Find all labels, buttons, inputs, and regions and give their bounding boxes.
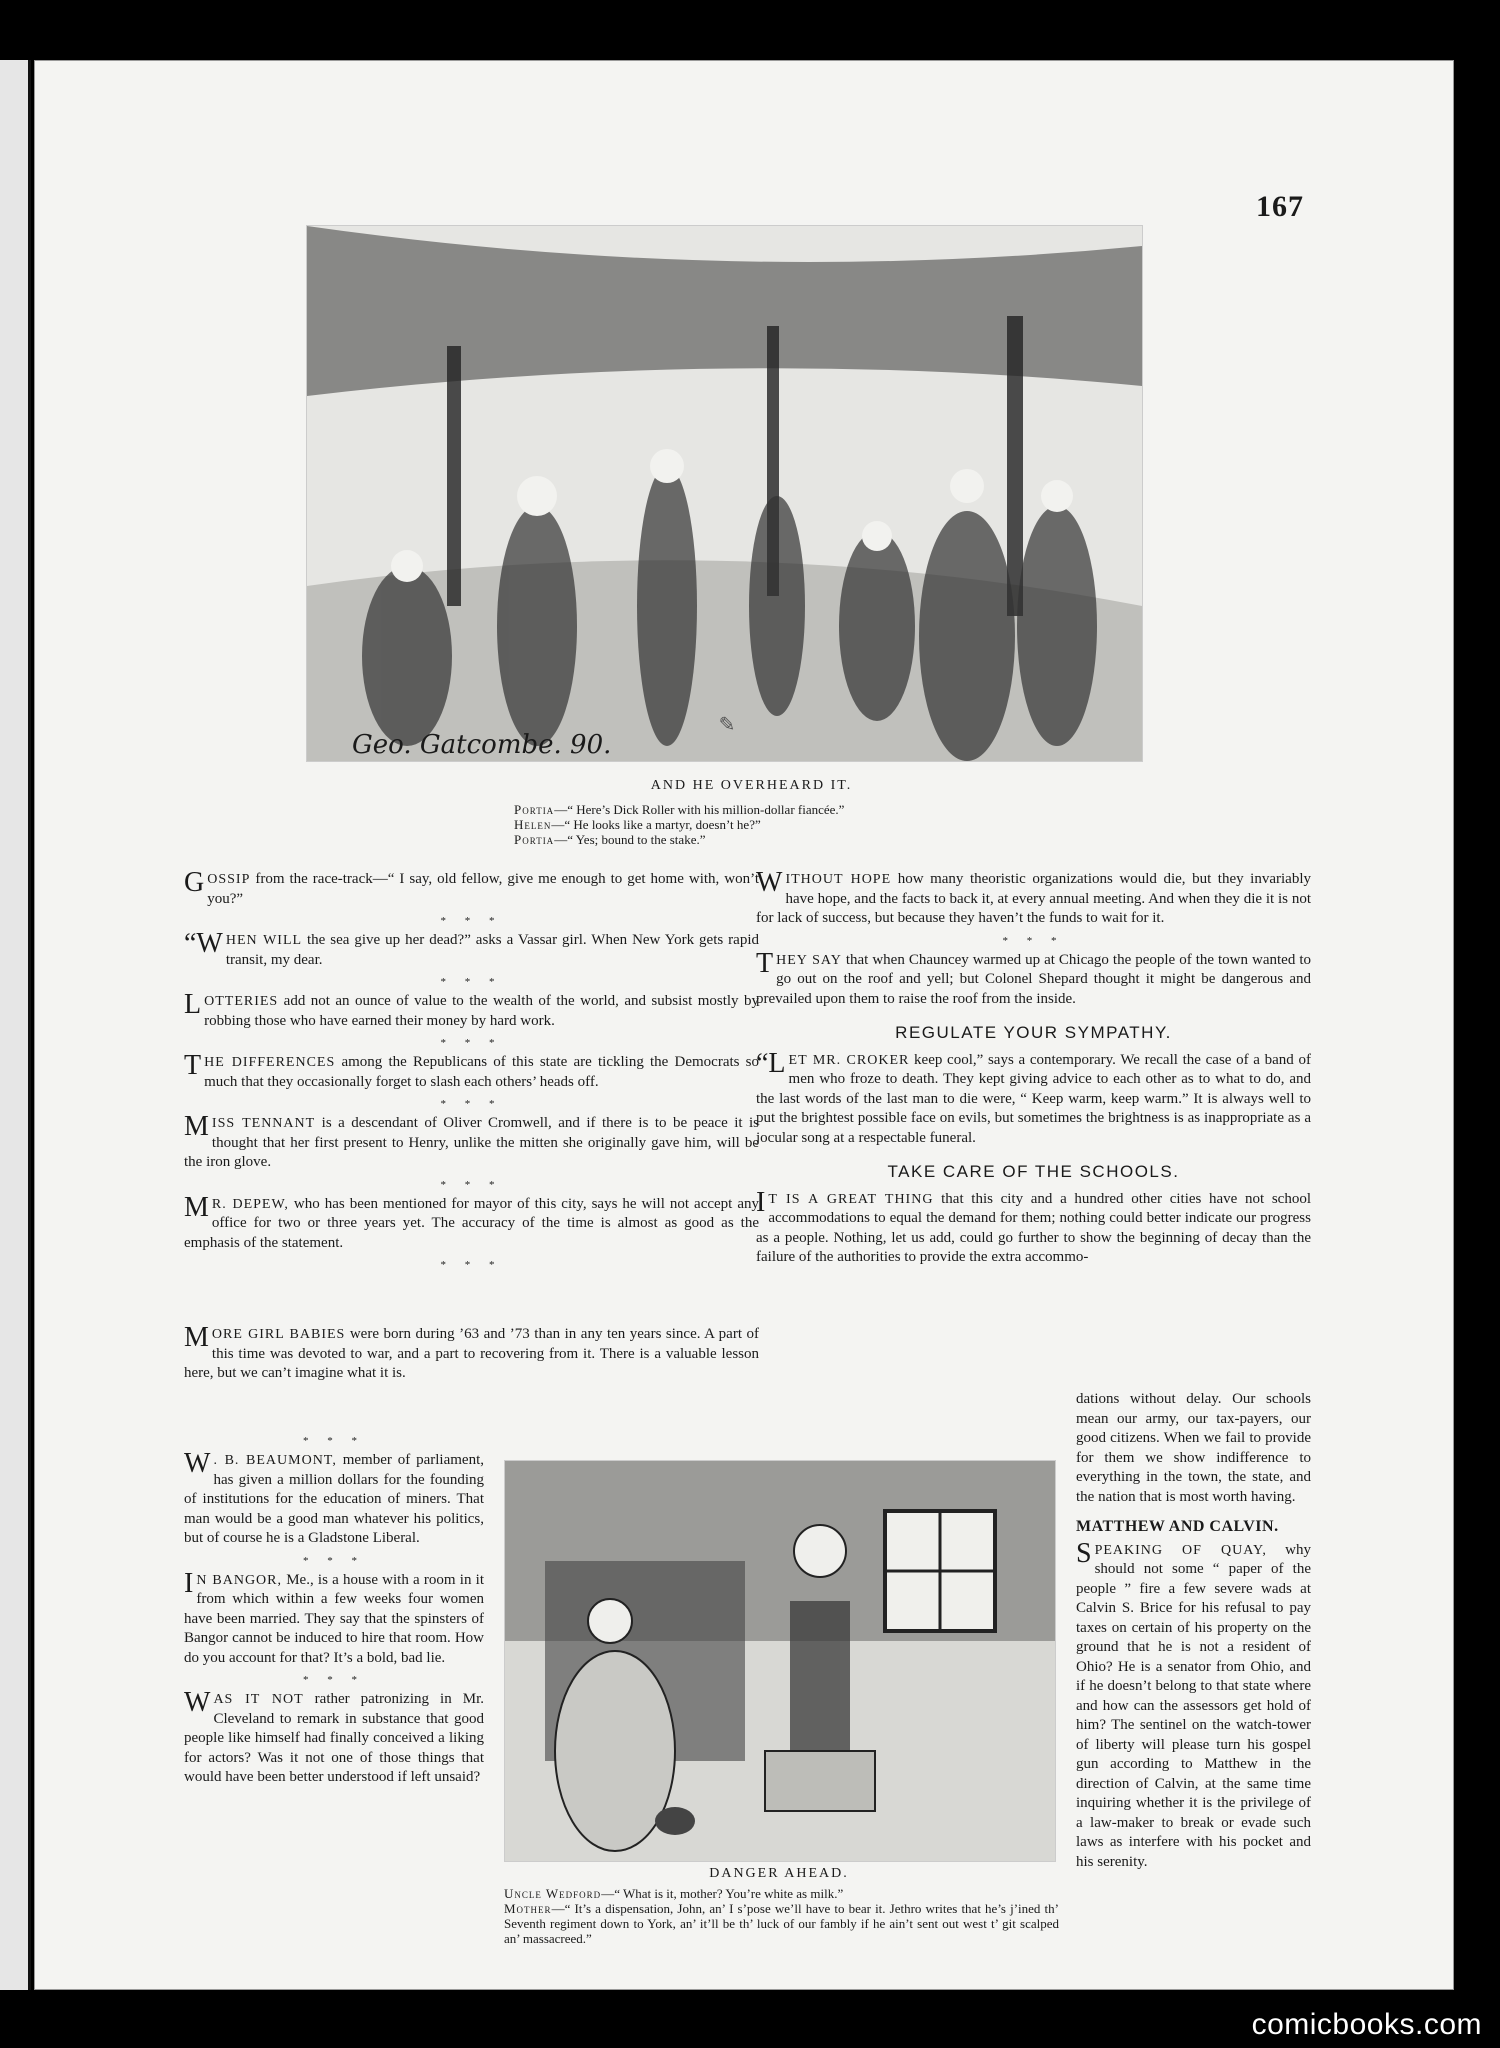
body-text: were born during ’63 and ’73 than in any ten years since. A part of this time was devoted to war, and a part to recovering from it. There is a valuable lesson here, but we can’t imagine what it is. xyxy=(184,1326,759,1381)
body-text: among the Republicans of this state are tickling the Democrats so much that they occasionally forget to slash each others’ heads off. xyxy=(204,1054,760,1090)
body-text: Me., is a house with a room in it from which within a few weeks four women have been married. They say that the spinsters of Bangor cannot be induced to hire that room. How do you account for that? It’s a bold, bad lie. xyxy=(184,1571,484,1666)
right-column xyxy=(756,867,1311,1274)
heading-schools: TAKE CARE OF THE SCHOOLS. xyxy=(887,1162,1180,1181)
paragraph-schools-continued: dations without delay. Our schools mean our army, our tax-payers, our good citizens. When we fail to provide for them we show indifference to everything in the town, the state, and the nation that is most worth having. xyxy=(1076,1391,1311,1505)
body-text: add not an ounce of value to the wealth of the world, and subsist mostly by robbing those who have earned their money by hard work. xyxy=(204,993,759,1029)
dialogue: —“ Yes; bound to the stake.” xyxy=(554,832,706,847)
body-text: how many theoristic organizations would die, but they invariably have hope, and the facts to back it, at every annual meeting. And when they die it is not for lack of success, but because they haven’t the funds to wait for it. xyxy=(756,871,1311,926)
heading-matthew: MATTHEW AND CALVIN. xyxy=(1076,1518,1279,1535)
lead-words: PEAKING OF QUAY, xyxy=(1094,1542,1267,1558)
paragraph-without-hope xyxy=(756,867,1311,929)
heading-sympathy: REGULATE YOUR SYMPATHY. xyxy=(895,1023,1172,1042)
paragraph-croker xyxy=(756,1047,1311,1149)
drop-cap: W xyxy=(184,1687,211,1718)
lead-words: ORE GIRL BABIES xyxy=(211,1327,346,1342)
top-illustration xyxy=(306,225,1143,762)
paragraph-cleveland xyxy=(184,1687,484,1788)
body-text: keep cool,” says a contemporary. We recall the case of a band of men who froze to death. They kept giving advice to each other as to what to do, and the last words of the last man to die were, “ Keep warm, keep warm.” It is always well to put the brightest possible face on evils, but sometimes the brightness is as inappropriate as a jocular song at a respectable funeral. xyxy=(756,1051,1311,1146)
drop-cap: S xyxy=(1076,1537,1092,1569)
lead-words: HEN WILL xyxy=(225,933,303,948)
speaker: Helen xyxy=(514,817,552,832)
top-caption-lines xyxy=(514,802,1114,847)
caption-line xyxy=(514,832,1114,847)
paragraph-depew xyxy=(184,1191,759,1254)
body-text: from the race-track—“ I say, old fellow, give me enough to get home with, won’t you?” xyxy=(207,871,759,907)
drop-cap: W xyxy=(184,1448,211,1479)
top-illustration-drawing xyxy=(307,226,1142,761)
caption-line xyxy=(504,1886,1059,1901)
paragraph-they-say xyxy=(756,947,1311,1010)
lead-words: HE DIFFERENCES xyxy=(204,1055,336,1070)
bottom-illustration-drawing xyxy=(505,1461,1055,1861)
dialogue: —“ What is it, mother? You’re white as milk.” xyxy=(601,1886,844,1901)
body-text: that this city and a hundred other cities have not school accommodations to equal the demand for them; nothing could better indicate our progress as a people. Nothing, let us add, could go further to show the beginning of decay than the failure of the authorities to provide the extra accommo- xyxy=(756,1190,1311,1265)
separator-stars: * * * xyxy=(440,915,503,927)
drop-cap: W xyxy=(756,867,783,898)
separator-stars: * * * xyxy=(303,1674,365,1686)
lead-words: HEY SAY xyxy=(776,952,842,968)
paragraph-vassar xyxy=(184,928,759,970)
body-text: is a descendant of Oliver Cromwell, and if there is to be peace it is thought that her first present to Henry, unlike the mitten she originally gave him, will be the iron glove. xyxy=(184,1115,759,1170)
artist-signature: Geo. Gatcombe. 90. xyxy=(352,730,612,760)
lead-words: AS IT NOT xyxy=(213,1692,304,1707)
left-column xyxy=(184,867,760,1275)
lead-words: R. DEPEW, xyxy=(211,1196,289,1212)
paragraph-beaumont xyxy=(184,1448,484,1549)
speaker: Mother xyxy=(504,1901,552,1916)
drop-cap: “L xyxy=(756,1047,786,1079)
lead-words: OTTERIES xyxy=(204,994,279,1009)
drop-cap: T xyxy=(184,1050,202,1081)
caption-line xyxy=(514,817,1114,832)
drop-cap: I xyxy=(184,1567,194,1599)
caption-line xyxy=(504,1901,1059,1946)
drop-cap: M xyxy=(184,1322,209,1353)
paragraph-babies xyxy=(184,1322,759,1384)
body-text: why should not some “ paper of the people ” fire a few severe wads at Calvin S. Brice for his refusal to pay taxes on certain of his property on the ground that he is not a resident of Ohio? He is a senator from Ohio, and if he doesn’t belong to that state where and how can the assessors get hold of him? The sentinel on the watch-tower of liberty will please turn his gospel gun according to Matthew in the direction of Calvin, at the same time inquiring whether it is the privilege of a law-maker to break or evade such laws as interfere with his pocket and his serenity. xyxy=(1076,1541,1311,1870)
top-caption-title: AND HE OVERHEARD IT. xyxy=(650,778,853,793)
lead-words: N BANGOR, xyxy=(196,1572,283,1588)
narrow-left-column xyxy=(184,1435,484,1794)
bottom-illustration xyxy=(504,1460,1056,1862)
lead-words: ET MR. CROKER xyxy=(788,1052,910,1068)
dialogue: —“ It’s a dispensation, John, an’ I s’pose we’ll have to bear it. Jethro writes that he’s j’ined th’ Seventh regiment down to York, an’ it’ll be th’ luck of our fambly if he ain’t sent out west t’ git scalped an’ massacreed.” xyxy=(504,1901,1059,1946)
separator-stars: * * * xyxy=(303,1435,365,1447)
body-text: the sea give up her dead?” asks a Vassar girl. When New York gets rapid transit, my dear. xyxy=(225,932,759,968)
binding-gutter xyxy=(0,60,31,1990)
site-watermark: comicbooks.com xyxy=(1251,2008,1482,2041)
speaker: Portia xyxy=(514,832,555,847)
separator-stars: * * * xyxy=(303,1554,365,1567)
paragraph-gossip xyxy=(184,867,759,909)
illustration-placeholder: ✎ xyxy=(718,712,736,736)
drop-cap: L xyxy=(184,989,202,1020)
drop-cap: I xyxy=(756,1186,766,1218)
body-text: who has been mentioned for mayor of this city, says he will not accept any office for two or three years yet. The accuracy of the time is almost as good as the emphasis of the statement. xyxy=(184,1195,759,1251)
drop-cap: M xyxy=(184,1111,209,1142)
page-number: 167 xyxy=(1256,190,1304,223)
separator-stars: * * * xyxy=(440,1037,503,1049)
separator-stars: * * * xyxy=(440,1259,503,1271)
magazine-page xyxy=(34,60,1454,1990)
drop-cap: “W xyxy=(184,928,223,959)
drop-cap: G xyxy=(184,867,205,898)
paragraph-lotteries xyxy=(184,989,759,1031)
paragraph-differences xyxy=(184,1050,760,1092)
lead-words: OSSIP xyxy=(207,872,251,887)
drop-cap: T xyxy=(756,947,774,979)
separator-stars: * * * xyxy=(440,1178,503,1191)
bottom-caption-lines xyxy=(504,1886,1059,1946)
drop-cap: M xyxy=(184,1191,209,1223)
bottom-caption-title: DANGER AHEAD. xyxy=(709,1866,849,1881)
lead-words: ITHOUT HOPE xyxy=(785,872,892,887)
paragraph-tennant xyxy=(184,1111,759,1173)
speaker: Uncle Wedford xyxy=(504,1886,602,1901)
lead-words: . B. BEAUMONT, xyxy=(213,1453,337,1468)
speaker: Portia xyxy=(514,802,555,817)
caption-line xyxy=(514,802,1114,817)
babies-column xyxy=(184,1322,759,1390)
dialogue: —“ He looks like a martyr, doesn’t he?” xyxy=(551,817,761,832)
lead-words: T IS A GREAT THING xyxy=(768,1191,934,1207)
paragraph-bangor xyxy=(184,1567,484,1669)
separator-stars: * * * xyxy=(440,1098,503,1110)
paragraph-quay xyxy=(1076,1537,1311,1873)
paragraph-schools xyxy=(756,1186,1311,1268)
body-text: rather patronizing in Mr. Cleveland to remark in substance that good people like himself had finally conceived a liking for actors? Was it not one of those things that would have been better understood if left unsaid? xyxy=(184,1691,484,1785)
dialogue: —“ Here’s Dick Roller with his million-dollar fiancée.” xyxy=(554,802,845,817)
separator-stars: * * * xyxy=(440,976,503,988)
separator-stars: * * * xyxy=(1002,934,1065,947)
right-narrow-column xyxy=(1076,1390,1311,1878)
lead-words: ISS TENNANT xyxy=(211,1116,316,1131)
body-text: member of parliament, has given a million dollars for the founding of institutions for the education of miners. That man would be a good man whatever his politics, but of course he is a Gladstone Liberal. xyxy=(184,1452,484,1546)
body-text: that when Chauncey warmed up at Chicago the people of the town wanted to go out on the roof and yell; but Colonel Shepard thought it might be dangerous and prevailed upon them to raise the roof from the inside. xyxy=(756,951,1311,1007)
